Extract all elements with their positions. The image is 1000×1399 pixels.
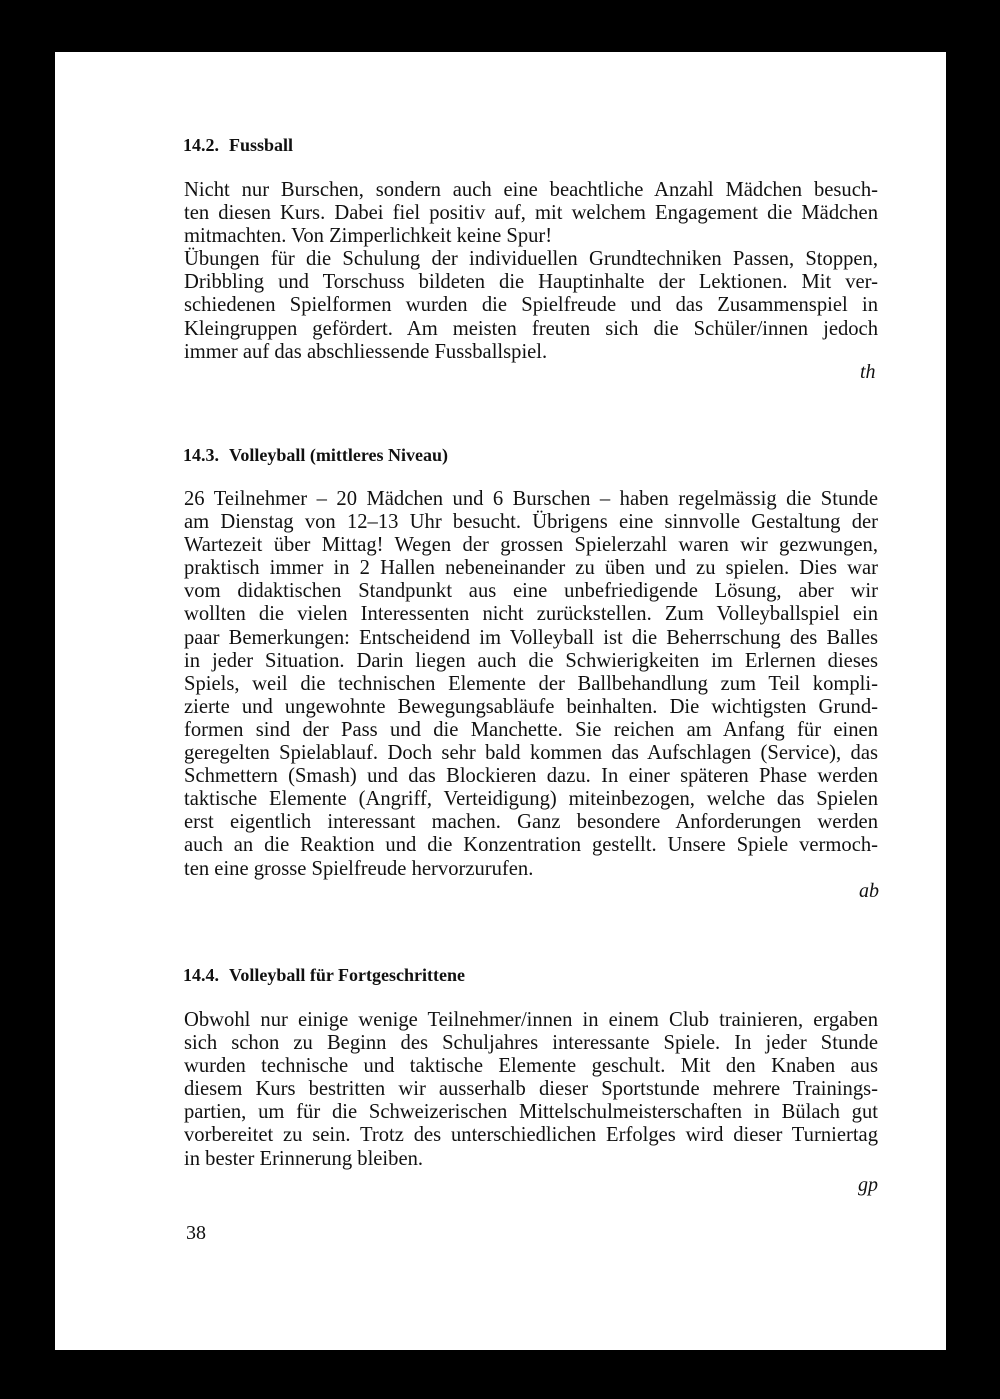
text-line: zierte und ungewohnte Bewegungsabläufe beinhalten. Die wichtigsten Grund- <box>184 695 878 718</box>
text-line: 26 Teilnehmer – 20 Mädchen und 6 Burschen – haben regelmässig die Stunde <box>184 488 878 510</box>
text-line: auch an die Reaktion und die Konzentration gestellt. Unsere Spiele vermoch- <box>184 834 878 857</box>
author-initials-volleyball-mittel: ab <box>859 880 879 902</box>
section-body-volleyball-fortgeschritten <box>184 1009 878 1171</box>
text-line: Übungen für die Schulung der individuellen Grundtechniken Passen, Stoppen, <box>184 248 878 271</box>
text-line: sich schon zu Beginn des Schuljahres interessante Spiele. In jeder Stunde <box>184 1032 878 1055</box>
text-line: am Dienstag von 12–13 Uhr besucht. Übrigens eine sinnvolle Gestaltung der <box>184 511 878 534</box>
text-line: wollten die vielen Interessenten nicht zurückstellen. Zum Volleyballspiel ein <box>184 603 878 626</box>
text-line: geregelten Spielablauf. Doch sehr bald kommen das Aufschlagen (Service), das <box>184 742 878 765</box>
text-line: vorbereitet zu sein. Trotz des unterschiedlichen Erfolges wird dieser Turniertag <box>184 1124 878 1147</box>
text-line: praktisch immer in 2 Hallen nebeneinander zu üben und zu spielen. Dies war <box>184 557 878 580</box>
text-line: immer auf das abschliessende Fussballspiel. <box>184 340 548 363</box>
text-line: erst eigentlich interessant machen. Ganz besondere Anforderungen werden <box>184 811 878 834</box>
text-line: partien, um für die Schweizerischen Mittelschulmeisterschaften in Bülach gut <box>184 1101 878 1124</box>
section-body-fussball <box>184 179 878 364</box>
text-line: Wartezeit über Mittag! Wegen der grossen Spielerzahl waren wir gezwungen, <box>184 534 878 557</box>
text-line: wurden technische und taktische Elemente geschult. Mit den Knaben aus <box>184 1055 878 1078</box>
text-line: paar Bemerkungen: Entscheidend im Volleyball ist die Beherrschung des Balles <box>184 626 878 649</box>
text-line: ten eine grosse Spielfreude hervorzurufen. <box>184 857 534 880</box>
text-line: in bester Erinnerung bleiben. <box>184 1147 424 1170</box>
section-title: Volleyball (mittleres Niveau) <box>229 445 448 465</box>
section-heading-volleyball-fortgeschritten <box>183 965 465 986</box>
author-initials-volleyball-fortgeschritten: gp <box>858 1174 878 1196</box>
section-title: Fussball <box>229 135 294 155</box>
section-heading-fussball <box>183 135 293 156</box>
text-line: diesem Kurs bestritten wir ausserhalb dieser Sportstunde mehrere Trainings- <box>184 1078 878 1101</box>
text-line: ten diesen Kurs. Dabei fiel positiv auf, mit welchem Engagement die Mädchen <box>184 202 878 225</box>
text-line: schiedenen Spielformen wurden die Spielfreude und das Zusammenspiel in <box>184 294 878 317</box>
text-line: Spiels, weil die technischen Elemente der Ballbehandlung zum Teil kompli- <box>184 672 878 695</box>
document-page <box>55 52 946 1350</box>
text-line: Schmettern (Smash) und das Blockieren dazu. In einer späteren Phase werden <box>184 765 878 788</box>
text-line: Nicht nur Burschen, sondern auch eine beachtliche Anzahl Mädchen besuch- <box>184 179 878 201</box>
section-number: 14.3. <box>183 445 219 465</box>
text-line: formen sind der Pass und die Manchette. Sie reichen am Anfang für einen <box>184 718 878 741</box>
text-line: Kleingruppen gefördert. Am meisten freuten sich die Schüler/innen jedoch <box>184 317 878 340</box>
section-heading-volleyball-mittel <box>183 445 448 466</box>
text-line: taktische Elemente (Angriff, Verteidigung) miteinbezogen, welche das Spielen <box>184 788 878 811</box>
author-initials-fussball: th <box>860 361 876 383</box>
section-number: 14.4. <box>183 965 219 985</box>
text-line: vom didaktischen Standpunkt aus eine unbefriedigende Lösung, aber wir <box>184 580 878 603</box>
page-number: 38 <box>186 1222 206 1244</box>
text-line: mitmachten. Von Zimperlichkeit keine Spur! <box>184 225 553 248</box>
text-line: Obwohl nur einige wenige Teilnehmer/innen in einem Club trainieren, ergaben <box>184 1009 878 1031</box>
section-title: Volleyball für Fortgeschrittene <box>229 965 465 985</box>
text-line: Dribbling und Torschuss bildeten die Hauptinhalte der Lektionen. Mit ver- <box>184 271 878 294</box>
section-body-volleyball-mittel <box>184 488 878 881</box>
section-number: 14.2. <box>183 135 219 155</box>
text-line: in jeder Situation. Darin liegen auch die Schwierigkeiten im Erlernen dieses <box>184 649 878 672</box>
